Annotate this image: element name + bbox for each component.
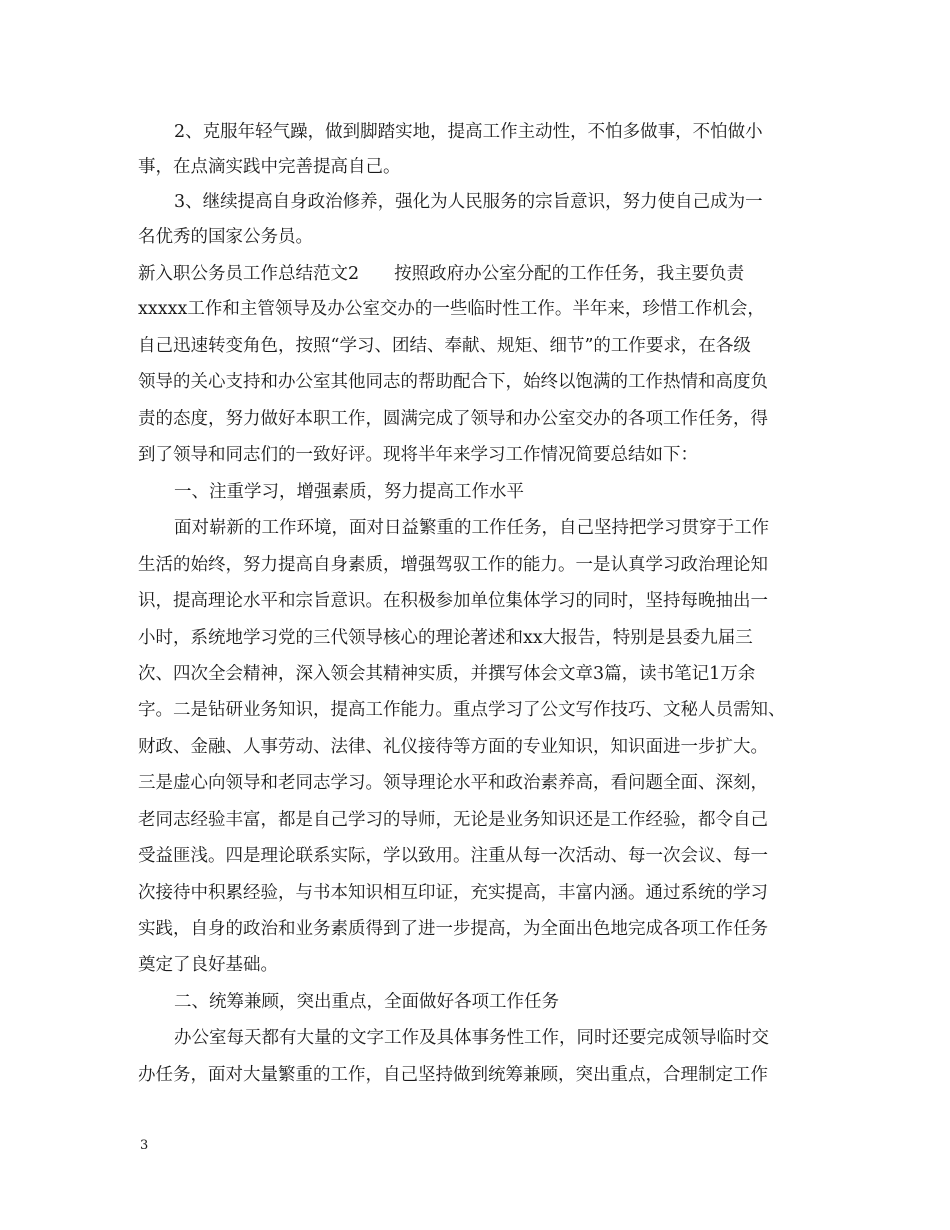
paragraph-line: 名优秀的国家公务员。 [138,227,313,247]
paragraph-line: 受益匪浅。四是理论联系实际，学以致用。注重从每一次活动、每一次会议、每一 [138,846,768,866]
paragraph-line: 责的态度，努力做好本职工作，圆满完成了领导和办公室交办的各项工作任务，得 [138,409,768,429]
paragraph-line: 小时，系统地学习党的三代领导核心的理论著述和xx大报告，特别是县委九届三 [138,628,753,648]
paragraph-line: 老同志经验丰富，都是自己学习的导师，无论是业务知识还是工作经验，都令自己 [138,810,768,830]
paragraph-line: 到了领导和同志们的一致好评。现将半年来学习工作情况简要总结如下： [138,445,698,465]
page-number: 3 [140,1138,149,1153]
paragraph-line: 领导的关心支持和办公室其他同志的帮助配合下，始终以饱满的工作热情和高度负 [138,372,768,392]
paragraph-line: 奠定了良好基础。 [138,955,278,975]
heading-line: 一、注重学习，增强素质，努力提高工作水平 [174,482,524,502]
paragraph-line: 办任务，面对大量繁重的工作，自己坚持做到统筹兼顾，突出重点，合理制定工作 [138,1065,768,1085]
paragraph-line: 3、继续提高自身政治修养，强化为人民服务的宗旨意识，努力使自己成为一 [174,192,763,212]
paragraph-line: 识，提高理论水平和宗旨意识。在积极参加单位集体学习的同时，坚持每晚抽出一 [138,591,768,611]
paragraph-line: 财政、金融、人事劳动、法律、礼仪接待等方面的专业知识，知识面进一步扩大。 [138,737,768,757]
heading-line: 二、统筹兼顾，突出重点，全面做好各项工作任务 [174,992,559,1012]
paragraph-line: 自己迅速转变角色，按照“学习、团结、奉献、规矩、细节”的工作要求，在各级 [138,336,751,356]
paragraph-line: 面对崭新的工作环境，面对日益繁重的工作任务，自己坚持把学习贯穿于工作 [174,518,769,538]
paragraph-line: xxxxx工作和主管领导及办公室交办的一些临时性工作。半年来，珍惜工作机会， [138,299,765,319]
paragraph-line: 办公室每天都有大量的文字工作及具体事务性工作，同时还要完成领导临时交 [174,1028,769,1048]
paragraph-line: 次接待中积累经验，与书本知识相互印证，充实提高，丰富内涵。通过系统的学习 [138,883,768,903]
section-title-line: 新入职公务员工作总结范文2 按照政府办公室分配的工作任务，我主要负责 [138,264,745,284]
paragraph-line: 实践，自身的政治和业务素质得到了进一步提高，为全面出色地完成各项工作任务 [138,919,768,939]
paragraph-line: 字。二是钻研业务知识，提高工作能力。重点学习了公文写作技巧、文秘人员需知、 [138,700,786,720]
paragraph-line: 次、四次全会精神，深入领会其精神实质，并撰写体会文章3篇，读书笔记1万余 [138,664,756,684]
paragraph-line: 2、克服年轻气躁，做到脚踏实地，提高工作主动性，不怕多做事，不怕做小 [174,122,763,142]
paragraph-line: 生活的始终，努力提高自身素质，增强驾驭工作的能力。一是认真学习政治理论知 [138,555,768,575]
paragraph-line: 三是虚心向领导和老同志学习。领导理论水平和政治素养高，看问题全面、深刻， [138,773,768,793]
paragraph-line: 事，在点滴实践中完善提高自己。 [138,157,401,177]
